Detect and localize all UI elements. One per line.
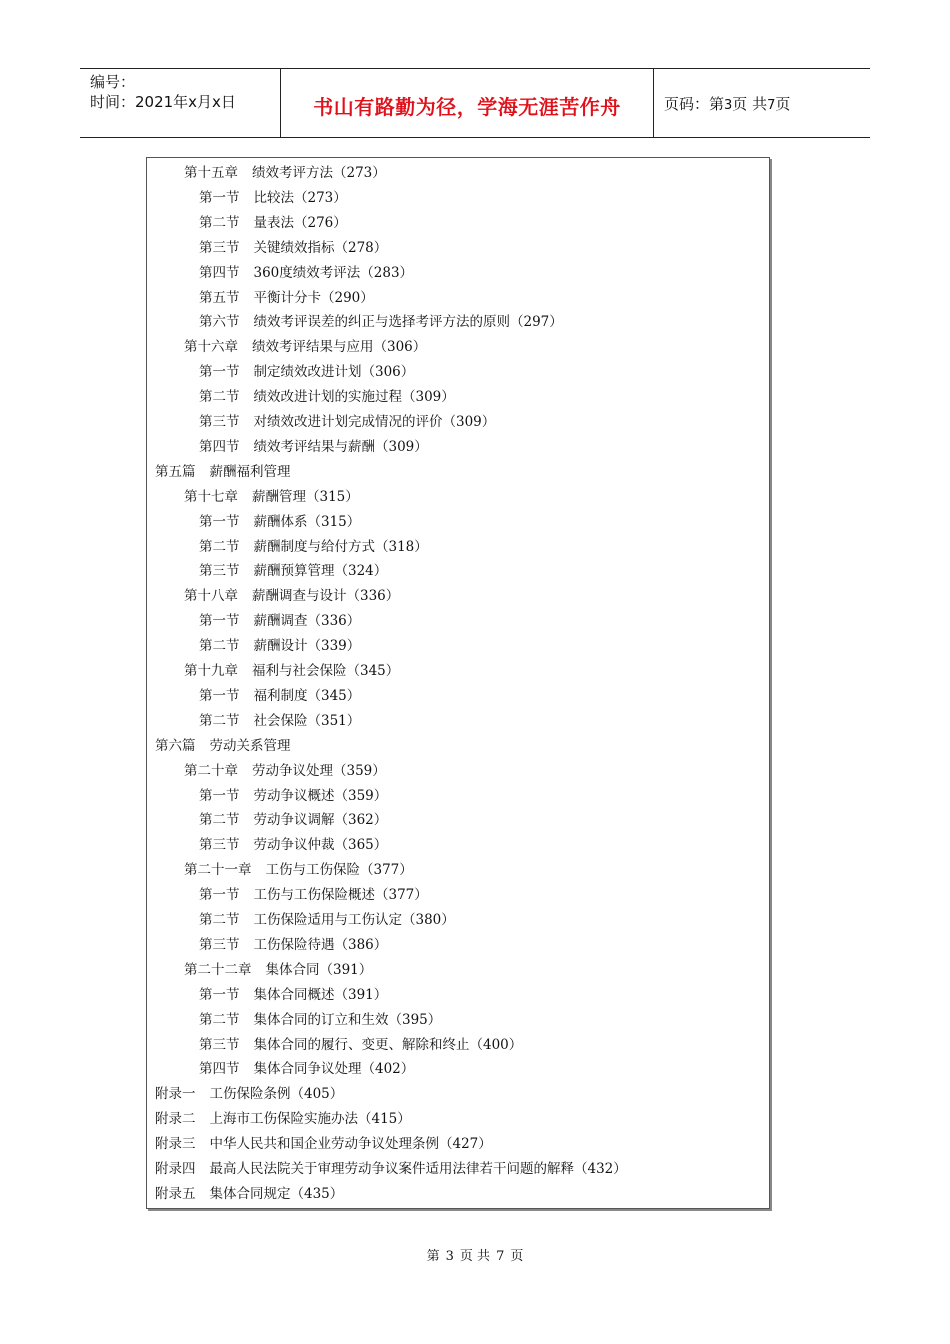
toc-entry-part <box>155 461 291 483</box>
footer-suffix: 页 <box>510 1249 524 1264</box>
toc-entry-label: 第二十二章 <box>184 961 252 978</box>
toc-entry-section <box>199 1034 522 1056</box>
toc-entry-title: 劳动关系管理 <box>209 737 291 754</box>
toc-entry-title: 绩效考评结果与应用（306） <box>252 339 427 356</box>
document-number-label: 编号： <box>90 73 136 91</box>
page-label-prefix: 页码：第 <box>664 95 725 113</box>
toc-entry-label: 第二十章 <box>184 762 238 779</box>
toc-entry-label: 第十五章 <box>184 165 238 181</box>
toc-entry-title: 集体合同（391） <box>265 961 373 978</box>
toc-entry-label: 第十七章 <box>184 488 238 505</box>
header-page-indicator <box>664 93 790 114</box>
toc-entry-label: 第四节 <box>199 438 240 455</box>
toc-entry-chapter <box>184 760 386 782</box>
toc-entry-title: 工伤保险适用与工伤认定（380） <box>253 912 455 928</box>
toc-entry-title: 薪酬福利管理 <box>209 463 291 480</box>
toc-entry-label: 第六节 <box>199 314 240 331</box>
toc-entry-title: 劳动争议处理（359） <box>252 762 386 779</box>
toc-entry-label: 第一节 <box>199 986 240 1003</box>
toc-entry-label: 第三节 <box>199 239 240 256</box>
toc-entry-section <box>199 785 387 807</box>
toc-entry-title: 工伤保险待遇（386） <box>253 936 388 953</box>
toc-entry-section <box>199 237 387 259</box>
toc-entry-part <box>155 1108 411 1130</box>
toc-entry-title: 集体合同争议处理（402） <box>253 1061 415 1078</box>
toc-entry-title: 集体合同的履行、变更、解除和终止（400） <box>253 1036 523 1053</box>
toc-entry-part <box>155 735 291 757</box>
toc-entry-title: 集体合同概述（391） <box>253 986 388 1003</box>
toc-entry-section <box>199 934 387 956</box>
toc-entry-label: 第一节 <box>199 513 240 530</box>
toc-entry-chapter <box>184 859 413 881</box>
toc-entry-section <box>199 909 455 931</box>
toc-entry-part <box>155 1083 343 1105</box>
toc-entry-part <box>155 1158 627 1180</box>
footer-total-pages: 7 <box>496 1249 505 1264</box>
toc-entry-part <box>155 1183 343 1205</box>
toc-entry-label: 第四节 <box>199 1061 240 1078</box>
toc-entry-section <box>199 311 563 333</box>
toc-entry-label: 第一节 <box>199 189 240 206</box>
toc-entry-title: 工伤保险条例（405） <box>209 1086 344 1103</box>
toc-entry-label: 第二十一章 <box>184 862 252 879</box>
toc-entry-title: 薪酬设计（339） <box>253 638 361 655</box>
toc-entry-section <box>199 436 428 458</box>
toc-entry-title: 360度绩效考评法（283） <box>253 264 414 281</box>
toc-entry-label: 第二节 <box>199 812 240 829</box>
toc-entry-title: 薪酬制度与给付方式（318） <box>253 538 428 555</box>
header-motto: 书山有路勤为径，学海无涯苦作舟 <box>313 95 621 119</box>
toc-entry-label: 第十八章 <box>184 588 238 605</box>
toc-entry-chapter <box>184 959 372 981</box>
toc-frame <box>146 157 770 1209</box>
toc-entry-chapter <box>184 660 399 682</box>
toc-entry-section <box>199 884 428 906</box>
toc-entry-title: 工伤与工伤保险概述（377） <box>253 887 428 904</box>
toc-entry-title: 绩效改进计划的实施过程（309） <box>253 389 455 406</box>
toc-entry-label: 第二节 <box>199 389 240 406</box>
toc-entry-label: 第二节 <box>199 712 240 729</box>
toc-entry-title: 薪酬管理（315） <box>252 488 359 505</box>
toc-entry-label: 第三节 <box>199 414 240 430</box>
toc-entry-label: 第一节 <box>199 687 240 704</box>
toc-entry-title: 集体合同的订立和生效（395） <box>253 1011 442 1028</box>
page-label-suffix: 页 <box>775 95 791 113</box>
toc-entry-label: 第二节 <box>199 538 240 555</box>
toc-entry-title: 平衡计分卡（290） <box>253 289 374 306</box>
toc-entry-title: 劳动争议调解（362） <box>253 812 388 829</box>
toc-entry-section <box>199 984 387 1006</box>
toc-entry-section <box>199 411 495 433</box>
page-header <box>80 68 870 138</box>
toc-entry-label: 第六篇 <box>155 737 196 754</box>
toc-entry-title: 绩效考评结果与薪酬（309） <box>253 438 428 455</box>
toc-entry-section <box>199 386 455 408</box>
toc-entry-section <box>199 187 347 209</box>
toc-entry-label: 第三节 <box>199 563 240 580</box>
toc-entry-title: 关键绩效指标（278） <box>253 239 388 256</box>
toc-entry-chapter <box>184 336 426 358</box>
toc-entry-label: 第一节 <box>199 613 240 630</box>
toc-entry-label: 第二节 <box>199 214 240 231</box>
toc-entry-title: 制定绩效改进计划（306） <box>253 364 415 381</box>
toc-entry-label: 附录四 <box>155 1161 196 1177</box>
footer-current-page: 3 <box>445 1249 454 1264</box>
toc-entry-label: 第二节 <box>199 638 240 655</box>
toc-entry-section <box>199 834 387 856</box>
toc-entry-label: 附录一 <box>155 1086 196 1103</box>
page-total: 7 <box>767 98 776 113</box>
toc-entry-label: 第五节 <box>199 289 240 306</box>
toc-entry-label: 附录三 <box>155 1136 196 1153</box>
toc-entry-title: 劳动争议仲裁（365） <box>253 837 388 854</box>
page-current: 3 <box>724 98 733 113</box>
toc-entry-section <box>199 685 360 707</box>
toc-entry-label: 第一节 <box>199 364 240 381</box>
footer-mid: 页 共 <box>459 1249 491 1264</box>
toc-entry-title: 薪酬调查（336） <box>253 613 361 630</box>
toc-entry-label: 附录二 <box>155 1111 196 1128</box>
toc-entry-title: 薪酬调查与设计（336） <box>252 588 400 605</box>
toc-entry-label: 第二节 <box>199 912 240 928</box>
toc-entry-section <box>199 212 347 234</box>
toc-entry-title: 福利与社会保险（345） <box>252 663 400 679</box>
toc-entry-label: 第三节 <box>199 1036 240 1053</box>
toc-entry-section <box>199 635 360 657</box>
footer-prefix: 第 <box>426 1249 440 1264</box>
toc-entry-label: 第一节 <box>199 887 240 904</box>
toc-entry-label: 第五篇 <box>155 463 196 480</box>
header-info-cell <box>80 69 281 137</box>
toc-entry-title: 对绩效改进计划完成情况的评价（309） <box>253 414 496 430</box>
toc-entry-section <box>199 1009 441 1031</box>
toc-entry-section <box>199 361 414 383</box>
toc-entry-label: 第一节 <box>199 787 240 804</box>
toc-entry-title: 社会保险（351） <box>253 712 361 729</box>
toc-entry-title: 中华人民共和国企业劳动争议处理条例（427） <box>209 1136 492 1153</box>
toc-entry-title: 绩效考评误差的纠正与选择考评方法的原则（297） <box>253 314 563 331</box>
toc-entry-title: 劳动争议概述（359） <box>253 787 388 804</box>
page-footer <box>0 1245 950 1264</box>
toc-entry-label: 第十九章 <box>184 663 238 679</box>
toc-entry-section <box>199 262 413 284</box>
toc-entry-section <box>199 536 428 558</box>
toc-entry-part <box>155 1133 492 1155</box>
toc-entry-title: 上海市工伤保险实施办法（415） <box>209 1111 411 1128</box>
toc-entry-title: 薪酬预算管理（324） <box>253 563 388 580</box>
toc-entry-section <box>199 511 360 533</box>
header-motto-cell <box>281 69 654 137</box>
toc-entry-section <box>199 287 374 309</box>
toc-entry-label: 第三节 <box>199 936 240 953</box>
toc-entry-chapter <box>184 162 386 184</box>
toc-entry-title: 最高人民法院关于审理劳动争议案件适用法律若干问题的解释（432） <box>209 1161 627 1177</box>
page-label-mid: 页 共 <box>732 95 768 113</box>
toc-entry-section <box>199 710 360 732</box>
toc-entry-label: 第十六章 <box>184 339 238 356</box>
toc-entry-label: 第三节 <box>199 837 240 854</box>
toc-entry-section <box>199 610 360 632</box>
header-page-cell <box>654 69 870 137</box>
toc-entry-chapter <box>184 585 399 607</box>
toc-entry-label: 第二节 <box>199 1011 240 1028</box>
toc-entry-title: 量表法（276） <box>253 214 347 231</box>
toc-entry-section <box>199 560 387 582</box>
toc-entry-title: 福利制度（345） <box>253 687 361 704</box>
toc-entry-title: 工伤与工伤保险（377） <box>265 862 413 879</box>
toc-entry-label: 第四节 <box>199 264 240 281</box>
toc-entry-label: 附录五 <box>155 1185 196 1202</box>
toc-entry-title: 薪酬体系（315） <box>253 513 361 530</box>
toc-entry-section <box>199 1058 414 1080</box>
toc-entry-title: 绩效考评方法（273） <box>252 165 386 181</box>
toc-entry-title: 集体合同规定（435） <box>209 1185 344 1202</box>
document-time-label: 时间：2021年x月x日 <box>90 93 236 111</box>
toc-entry-title: 比较法（273） <box>253 189 347 206</box>
toc-entry-chapter <box>184 486 359 508</box>
toc-entry-section <box>199 809 387 831</box>
